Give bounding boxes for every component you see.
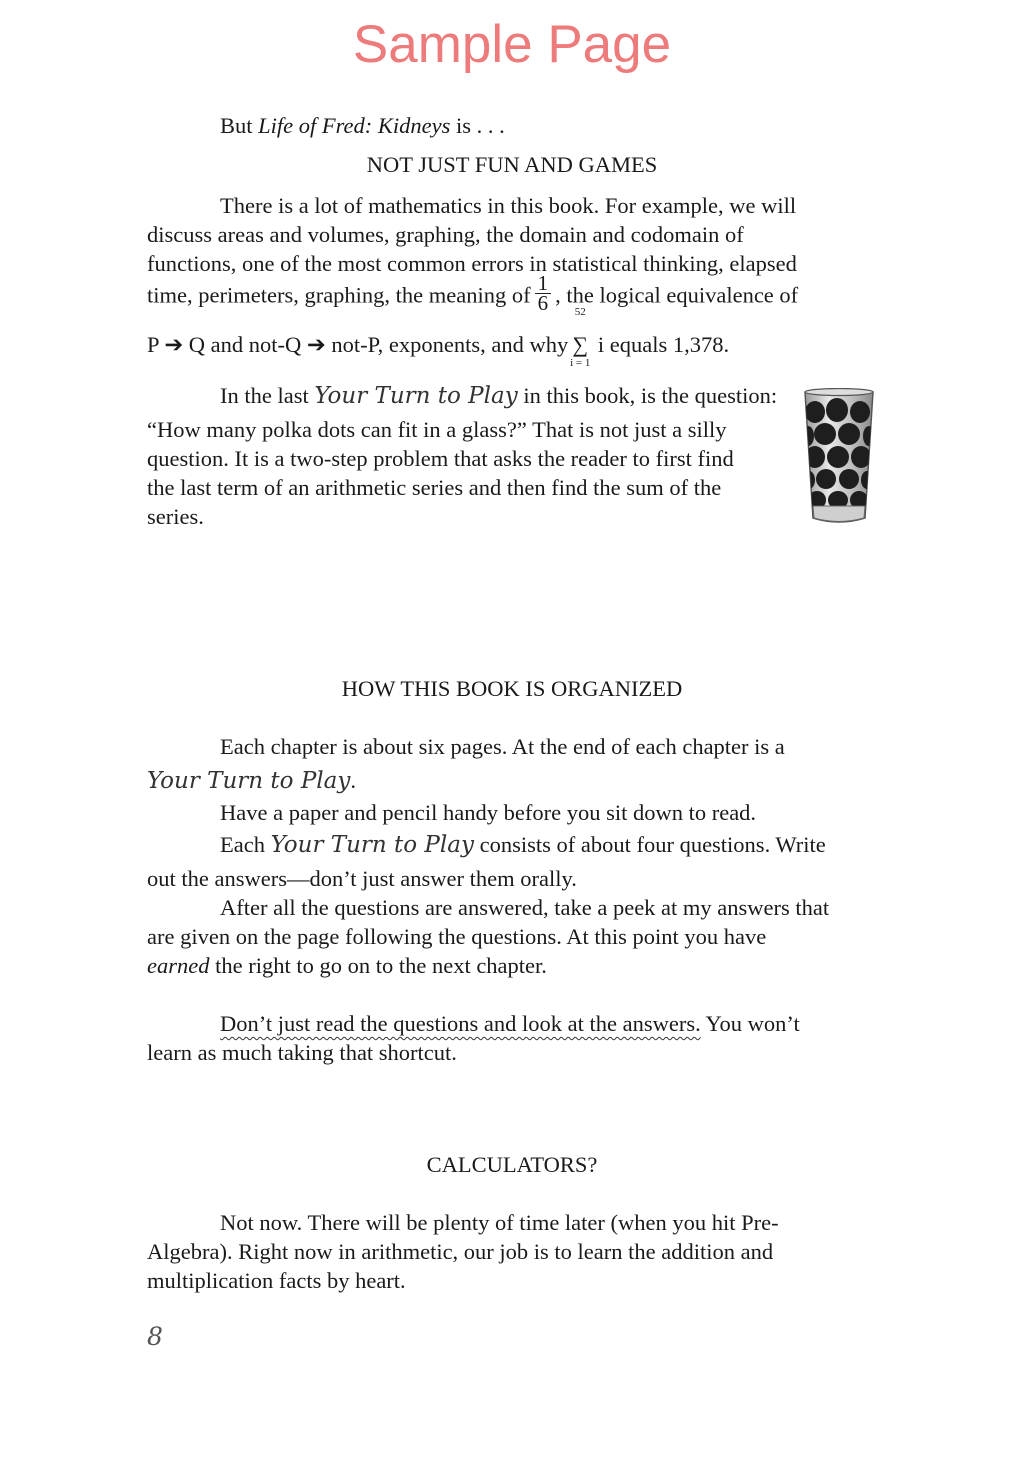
org-line8-rest: the right to go on to the next chapter.: [209, 953, 547, 978]
shortcut-warning: Don’t just read the questions and look at the answers.: [220, 1011, 701, 1036]
earned-emphasis: earned: [147, 953, 210, 978]
calculators-paragraph: [147, 1208, 887, 1295]
p-letter: P: [147, 332, 159, 357]
intro-suffix: is . . .: [450, 113, 505, 138]
para1-line4-a: time, perimeters, graphing, the meaning of: [147, 282, 531, 308]
your-turn-to-play-label: Your Turn to Play: [270, 832, 474, 858]
your-turn-to-play-label: Your Turn to Play: [314, 383, 518, 409]
heading-fun-and-games: NOT JUST FUN AND GAMES: [366, 152, 658, 177]
para1-line4-b: , the logical equivalence of: [555, 282, 799, 308]
org-line7: are given on the page following the questions. At this point you have: [147, 924, 767, 949]
calc-line3: multiplication facts by heart.: [147, 1268, 406, 1293]
para1-line5-b: Q and not-Q: [183, 332, 307, 357]
para2-line5: series.: [147, 504, 204, 529]
org-line4-a: Each: [220, 832, 271, 857]
heading-calculators: CALCULATORS?: [426, 1152, 598, 1177]
para1-line5-c: not-P, exponents, and why: [325, 332, 569, 357]
your-turn-to-play-label: Your Turn to Play: [147, 768, 351, 794]
sample-page-watermark: Sample Page: [352, 15, 672, 74]
sum-upper-limit: 52: [574, 306, 586, 318]
page-number: 8: [147, 1322, 163, 1351]
intro-line: [147, 111, 505, 140]
org-line2-period: .: [350, 768, 356, 793]
org-line5: out the answers—don’t just answer them orally.: [147, 866, 577, 891]
org-line6: After all the questions are answered, take a peek at my answers that: [220, 895, 830, 920]
org-line1: Each chapter is about six pages. At the end of each chapter is a: [220, 734, 785, 759]
para2-line1-a: In the last: [220, 383, 315, 408]
heading-how-organized: HOW THIS BOOK IS ORGANIZED: [341, 676, 683, 701]
para2-line1: [147, 381, 797, 411]
org-line4: [147, 830, 887, 860]
implies-arrow-icon: ➔: [306, 332, 326, 357]
org-line10: learn as much taking that shortcut.: [147, 1040, 457, 1065]
para1-line2: discuss areas and volumes, graphing, the domain and codomain of: [147, 222, 744, 247]
para1-line5: [147, 306, 887, 369]
one-sixth-fraction: [535, 271, 552, 315]
book-title: Life of Fred: Kidneys: [258, 113, 451, 138]
para1-line5-d: i equals 1,378.: [592, 332, 730, 357]
fraction-numerator: 1: [535, 274, 552, 294]
intro-prefix: But: [220, 113, 259, 138]
para2-line3: question. It is a two-step problem that asks the reader to first find: [147, 446, 734, 471]
org-line3: Have a paper and pencil handy before you sit down to read.: [220, 800, 757, 825]
summation-symbol: [568, 306, 592, 369]
calc-line2: Algebra). Right now in arithmetic, our job is to learn the addition and: [147, 1239, 774, 1264]
para1-line4: [147, 271, 887, 317]
org-line9-rest: You won’t: [700, 1011, 800, 1036]
math-topics-paragraph: [147, 191, 887, 369]
para1-line3: functions, one of the most common errors in statistical thinking, elapsed: [147, 251, 797, 276]
para2-line1-b: in this book, is the question:: [517, 383, 778, 408]
sigma-icon: ∑: [572, 332, 589, 357]
calc-line1: Not now. There will be plenty of time later (when you hit Pre-: [220, 1210, 779, 1235]
para2-line2: “How many polka dots can fit in a glass?” That is not just a silly: [147, 417, 727, 442]
polka-dot-paragraph: [147, 381, 797, 531]
org-line2: [147, 766, 887, 796]
polka-dot-glass-image: [803, 388, 875, 526]
org-line8: [147, 951, 887, 980]
org-line9: [147, 1009, 887, 1038]
para2-line4: the last term of an arithmetic series and then find the sum of the: [147, 475, 722, 500]
fraction-denominator: 6: [537, 291, 549, 315]
para1-line1: There is a lot of mathematics in this book. For example, we will: [220, 193, 797, 218]
implies-arrow-icon: ➔: [164, 332, 184, 357]
sum-lower-limit: i = 1: [570, 357, 591, 369]
org-line4-b: consists of about four questions. Write: [473, 832, 826, 857]
organization-paragraphs: [147, 732, 887, 1067]
